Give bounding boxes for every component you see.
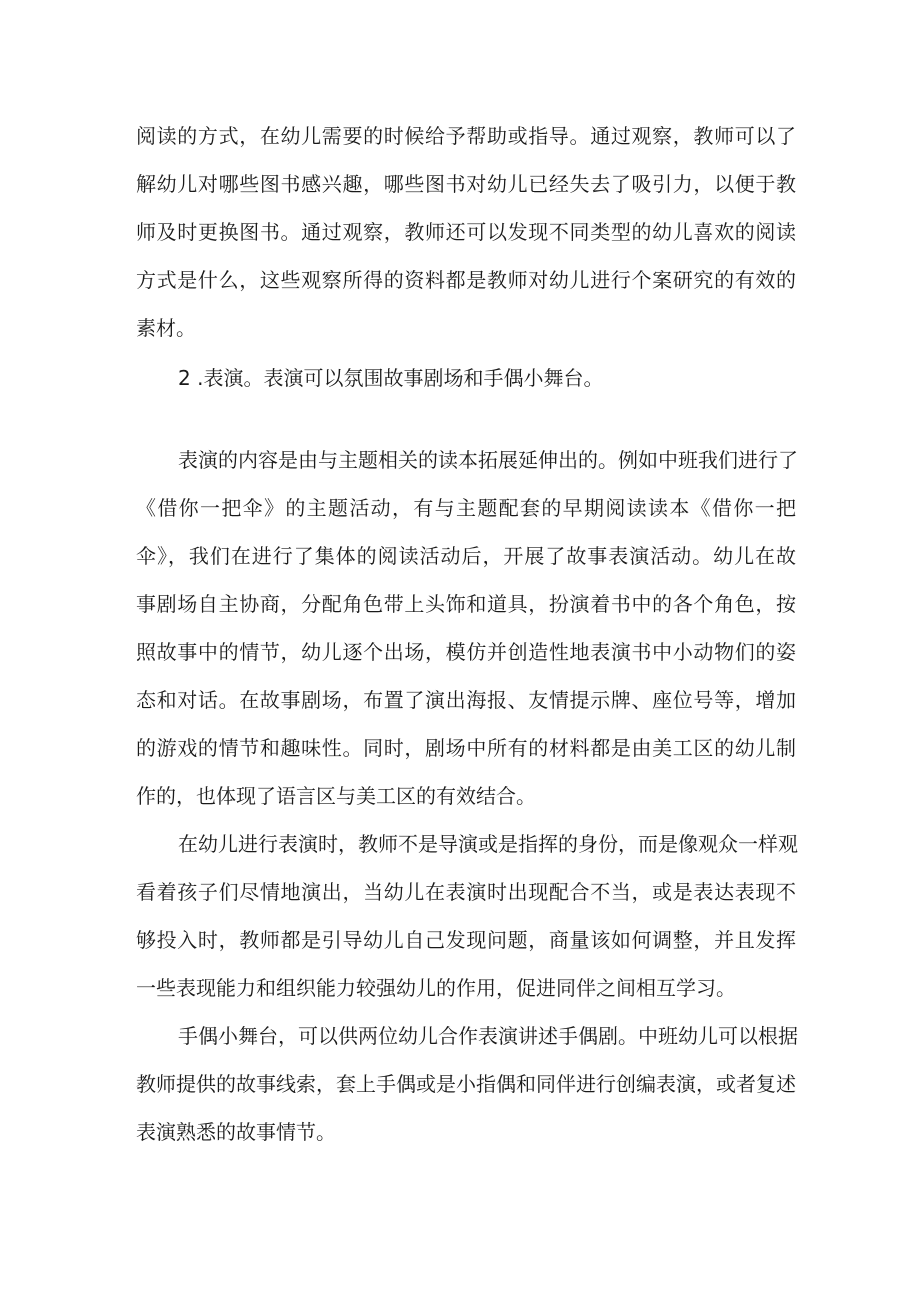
section-heading-2: 2 .表演。表演可以氛围故事剧场和手偶小舞台。 [178,366,604,390]
paragraph-2-line-6: 态和对话。在故事剧场，布置了演出海报、友情提示牌、座位号等，增加 [136,688,796,712]
paragraph-1-line-2: 解幼儿对哪些图书感兴趣，哪些图书对幼儿已经失去了吸引力，以便于教 [136,172,796,196]
paragraph-2-line-8: 作的，也体现了语言区与美工区的有效结合。 [136,784,536,808]
paragraph-2-line-3: 伞》，我们在进行了集体的阅读活动后，开展了故事表演活动。幼儿在故 [136,544,796,568]
paragraph-2-line-1: 表演的内容是由与主题相关的读本拓展延伸出的。例如中班我们进行了 [178,448,798,472]
paragraph-1-line-5: 素材。 [136,316,196,340]
paragraph-1-line-4: 方式是什么，这些观察所得的资料都是教师对幼儿进行个案研究的有效的 [136,268,796,292]
paragraph-4-line-3: 表演熟悉的故事情节。 [136,1120,336,1144]
paragraph-1-line-3: 师及时更换图书。通过观察，教师还可以发现不同类型的幼儿喜欢的阅读 [136,220,796,244]
paragraph-4-line-2: 教师提供的故事线索，套上手偶或是小指偶和同伴进行创编表演，或者复述 [136,1072,796,1096]
paragraph-3-line-4: 一些表现能力和组织能力较强幼儿的作用，促进同伴之间相互学习。 [136,976,736,1000]
paragraph-1-line-1: 阅读的方式，在幼儿需要的时候给予帮助或指导。通过观察，教师可以了 [136,124,796,148]
paragraph-3-line-3: 够投入时，教师都是引导幼儿自己发现问题，商量该如何调整，并且发挥 [136,928,796,952]
paragraph-2-line-4: 事剧场自主协商，分配角色带上头饰和道具，扮演着书中的各个角色，按 [136,592,796,616]
paragraph-4-line-1: 手偶小舞台，可以供两位幼儿合作表演讲述手偶剧。中班幼儿可以根据 [178,1024,798,1048]
paragraph-2-line-2: 《借你一把伞》的主题活动，有与主题配套的早期阅读读本《借你一把 [136,496,796,520]
paragraph-2-line-5: 照故事中的情节，幼儿逐个出场，模仿并创造性地表演书中小动物们的姿 [136,640,796,664]
paragraph-3-line-2: 看着孩子们尽情地演出，当幼儿在表演时出现配合不当，或是表达表现不 [136,880,796,904]
paragraph-2-line-7: 的游戏的情节和趣味性。同时，剧场中所有的材料都是由美工区的幼儿制 [136,736,796,760]
paragraph-3-line-1: 在幼儿进行表演时，教师不是导演或是指挥的身份，而是像观众一样观 [178,832,798,856]
